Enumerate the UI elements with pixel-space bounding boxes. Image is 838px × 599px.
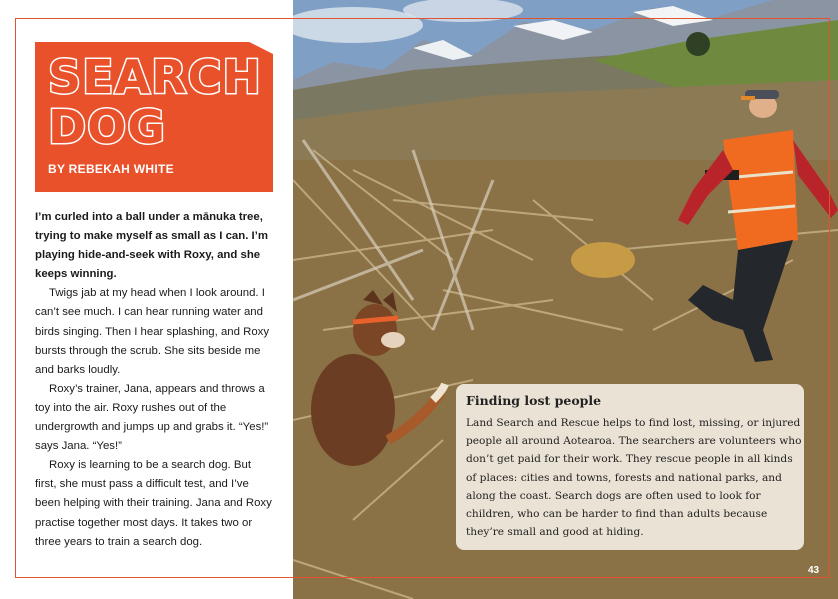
sidebar-body: Land Search and Rescue helps to find lost, missing, or injured people all around Aotearoa. The searchers are volunteers who don’t get paid for their work. They rescue people in all kinds of places: cities and towns, forests and national parks, and along the coast. Search dogs are often used to look for children, who can be harder to find than adults because they’re small and good at hiding.: [466, 417, 802, 539]
story-paragraph: Roxy’s trainer, Jana, appears and throws a toy into the air. Roxy rushes out of the undergrowth and jumps up and grabs it. “Yes!” says Jana. “Yes!”: [35, 382, 269, 453]
story-paragraph: I’m curled into a ball under a mānuka tree, trying to make myself as small as I can. I’m playing hide-and-seek with Roxy, and she keeps winning.: [35, 211, 268, 281]
article-title: [48, 52, 268, 152]
page-number: 43: [808, 565, 820, 576]
story-paragraph: Roxy is learning to be a search dog. But first, she must pass a difficult test, and I’ve been helping with their training. Jana and Roxy practise together most days. It takes two or three years to train a search dog.: [35, 459, 272, 548]
sidebar-heading: Finding lost people: [466, 393, 602, 408]
story-paragraph: Twigs jab at my head when I look around. I can’t see much. I can hear running water and birds singing. Then I hear splashing, and Roxy bursts through the scrub. She sits beside me and barks loudly.: [35, 287, 270, 376]
story-text: [35, 208, 275, 552]
byline: BY REBEKAH WHITE: [48, 162, 174, 176]
title-line-1: SEARCH: [48, 50, 262, 104]
title-line-2: DOG: [48, 100, 167, 154]
sidebar-box: [456, 384, 804, 550]
